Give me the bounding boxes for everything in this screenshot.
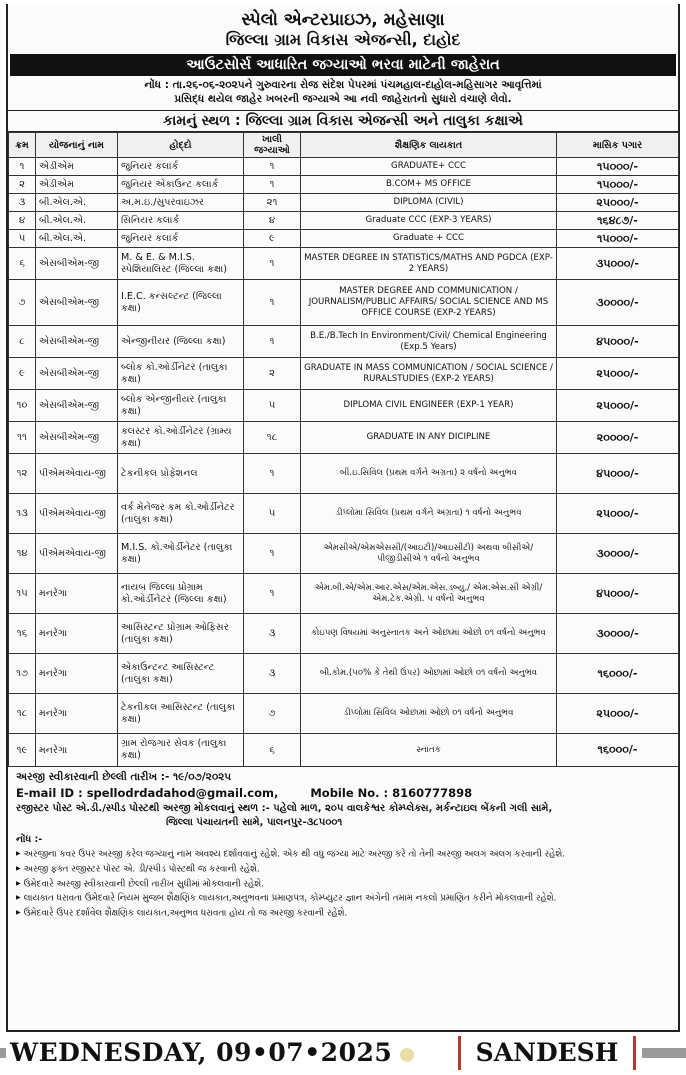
post-title: અ.મ.ઇ./સુપરવાઇઝર xyxy=(118,194,244,212)
monthly-salary: ૨૦૦૦૦/- xyxy=(557,422,679,454)
vacancy-count: ૩ xyxy=(244,614,301,654)
post-title: સિનિયર કલાર્ક xyxy=(118,212,244,230)
correction-note-line2: પ્રસિદ્ધ થયેલ જાહેર ખબરની જગ્યાએ આ નવી જાહેરાતનો સુધારો વંચાણે લેવો. xyxy=(174,93,512,105)
address-line1: રજીસ્ટર પોસ્ટ એ.ડી./સ્પીડ પોસ્ટથી અરજી મોકલવાનું સ્થળ :- પહેલો માળ, ૨૦૫ વાલકેશ્વર કોમ્પ્લેક્સ, મર્કન્ટાઇલ બેંકની ગલી સામે, xyxy=(16,803,553,814)
vacancy-count: ૧ xyxy=(244,176,301,194)
row-number: ૧૭ xyxy=(9,654,36,694)
scheme-name: પીએમએવાય-જી xyxy=(36,454,118,494)
scheme-name: મનરેગા xyxy=(36,574,118,614)
monthly-salary: ૪૫૦૦૦/- xyxy=(557,454,679,494)
scheme-name: એસબીએમ-જી xyxy=(36,358,118,390)
qualification: એમ.બી.એ/એમ.આર.એસ/એમ.એસ.ડબ્યુ./ એમ.એસ.સી એગ્રી/ એમ.ટેક.એગ્રી. ૫ વર્ષનો અનુભવ xyxy=(301,574,557,614)
monthly-salary: ૨૫૦૦૦/- xyxy=(557,694,679,734)
monthly-salary: ૩૦૦૦૦/- xyxy=(557,280,679,326)
post-title: જુનિયર કલાર્ક xyxy=(118,230,244,248)
post-title: કલસ્ટર કો.ઓર્ડીનેટર (ગ્રામ્ય કક્ષા) xyxy=(118,422,244,454)
post-title: નાયબ જિલ્લા પ્રોગ્રામ કો.ઓર્ડીનેટર (જિલ્લા કક્ષા) xyxy=(118,574,244,614)
scheme-name: મનરેગા xyxy=(36,734,118,767)
table-header-row xyxy=(9,133,679,158)
scheme-name: એડીએમ xyxy=(36,176,118,194)
row-number: ૧ xyxy=(9,158,36,176)
table-row xyxy=(9,734,679,767)
vacancy-count: ૧ xyxy=(244,534,301,574)
monthly-salary: ૧૬૦૦૦/- xyxy=(557,734,679,767)
ad-title-banner: આઉટસોર્સ આધારિત જગ્યાઓ ભરવા માટેની જાહેરાત xyxy=(10,54,676,76)
vacancy-count: ૧ xyxy=(244,280,301,326)
monthly-salary: ૪૫૦૦૦/- xyxy=(557,574,679,614)
newspaper-strip xyxy=(0,1034,686,1075)
qualification: MASTER DEGREE IN STATISTICS/MATHS AND PGDCA (EXP-2 YEARS) xyxy=(301,248,557,280)
postal-address xyxy=(16,802,670,830)
monthly-salary: ૨૫૦૦૦/- xyxy=(557,494,679,534)
row-number: ૧૦ xyxy=(9,390,36,422)
post-title: M. & E. & M.I.S. સ્પેશિયાલિસ્ટ (જિલ્લા કક્ષા) xyxy=(118,248,244,280)
scheme-name: એસબીએમ-જી xyxy=(36,280,118,326)
row-number: ૧૧ xyxy=(9,422,36,454)
qualification: DIPLOMA CIVIL ENGINEER (EXP-1 YEAR) xyxy=(301,390,557,422)
footer xyxy=(8,767,678,921)
vacancy-count: ૧૮ xyxy=(244,422,301,454)
row-number: ૭ xyxy=(9,280,36,326)
qualification: કોઇપણ વિષયમાં અનુસ્નાતક અને ઓછામાં ઓછો ૦૧ વર્ષનો અનુભવ xyxy=(301,614,557,654)
scheme-name: પીએમએવાય-જી xyxy=(36,494,118,534)
contact-info xyxy=(16,785,670,802)
scheme-name: બી.એલ.એ. xyxy=(36,212,118,230)
qualification: બી.ઇ.સિવિલ (પ્રથમ વર્ગને અગ્રતા) ૨ વર્ષનો અનુભવ xyxy=(301,454,557,494)
table-row xyxy=(9,654,679,694)
table-row xyxy=(9,422,679,454)
vacancy-count: ૧ xyxy=(244,574,301,614)
workplace-heading: કામનું સ્થળ : જિલ્લા ગ્રામ વિકાસ એજન્સી અને તાલુકા કક્ષાએ xyxy=(8,110,678,132)
agency-name: સ્પેલો એન્ટરપ્રાઇઝ, મહેસાણા xyxy=(241,10,445,30)
notes-list xyxy=(16,847,670,921)
district-agency: જિલ્લા ગ્રામ વિકાસ એજન્સી, દાહોદ xyxy=(225,30,461,49)
email-address: E-mail ID : spellodrdadahod@gmail.com, xyxy=(16,786,279,800)
scheme-name: બી.એલ.એ. xyxy=(36,230,118,248)
vacancy-count: ૯ xyxy=(244,230,301,248)
qualification: સ્નાતક xyxy=(301,734,557,767)
qualification: ડીપ્લોમા સિવિલ ઓછામાં ઓછો ૦૧ વર્ષનો અનુભવ xyxy=(301,694,557,734)
row-number: ૨ xyxy=(9,176,36,194)
row-number: ૬ xyxy=(9,248,36,280)
scheme-name: મનરેગા xyxy=(36,614,118,654)
col-header-post: હોદ્દો xyxy=(118,133,244,158)
scheme-name: એસબીએમ-જી xyxy=(36,248,118,280)
post-title: એન્જીનીયર (જિલ્લા કક્ષા) xyxy=(118,326,244,358)
row-number: ૧૪ xyxy=(9,534,36,574)
qualification: GRADUATE+ CCC xyxy=(301,158,557,176)
monthly-salary: ૨૫૦૦૦/- xyxy=(557,390,679,422)
post-title: આસિસ્ટન્ટ પ્રોગ્રામ ઓફિસર (તાલુકા કક્ષા) xyxy=(118,614,244,654)
monthly-salary: ૧૬૦૦૦/- xyxy=(557,654,679,694)
vacancy-count: ૬ xyxy=(244,734,301,767)
correction-note xyxy=(8,76,678,108)
table-row xyxy=(9,614,679,654)
post-title: ટેકનીકલ આસિસ્ટન્ટ (તાલુકા કક્ષા) xyxy=(118,694,244,734)
table-body xyxy=(9,158,679,767)
post-title: બ્લોક એન્જીનીયર (તાલુકા કક્ષા) xyxy=(118,390,244,422)
qualification: એમસીએ/એમએસસી/(આઇટી)/આઇસીટી) અથવા બીસીએ/પીજીડીસીએ ૧ વર્ષનો અનુભવ xyxy=(301,534,557,574)
col-header-vacancies: ખાલી જગ્યાઓ xyxy=(244,133,301,158)
table-row xyxy=(9,212,679,230)
row-number: ૧૮ xyxy=(9,694,36,734)
post-title: બ્લોક કો.ઓર્ડીનેટર (તાલુકા કક્ષા) xyxy=(118,358,244,390)
newspaper-name: SANDESH xyxy=(458,1036,636,1070)
col-header-qualification: શૈક્ષણિક લાયકાત xyxy=(301,133,557,158)
qualification: બી.કોમ.(૫૦% કે તેથી ઉપર) ઓછામાં ઓછો ૦૧ વર્ષનો અનુભવ xyxy=(301,654,557,694)
address-line2: જિલ્લા પંચાયતની સામે, પાલનપુર-૩૮૫૦૦૧ xyxy=(166,817,343,828)
note-item: ▶ લાયકાત ધરાવતા ઉમેદવારે નિયમ મુજબ શૈક્ષણિક લાયકાત,અનુભવના પ્રમાણપત્ર, કોમ્પ્યુટર જ્ઞાન અંગેની તમામ નકલો પ્રમાણિત કરીને મોકલવાની રહેશે. xyxy=(16,891,670,906)
post-title: M.I.S. કો.ઓર્ડીનેટર (તાલુકા કક્ષા) xyxy=(118,534,244,574)
qualification: B.E./B.Tech In Environment/Civil/ Chemical Engineering (Exp.5 Years) xyxy=(301,326,557,358)
qualification: DIPLOMA (CIVIL) xyxy=(301,194,557,212)
col-header-salary: માસિક પગાર xyxy=(557,133,679,158)
monthly-salary: ૩૦૦૦૦/- xyxy=(557,614,679,654)
row-number: ૩ xyxy=(9,194,36,212)
post-title: જુનિયર કલાર્ક xyxy=(118,158,244,176)
table-row xyxy=(9,194,679,212)
table-row xyxy=(9,326,679,358)
table-row xyxy=(9,230,679,248)
qualification: Graduate + CCC xyxy=(301,230,557,248)
vacancy-table xyxy=(8,132,679,767)
advertisement xyxy=(6,4,680,1032)
row-number: ૮ xyxy=(9,326,36,358)
dot-icon xyxy=(400,1048,414,1062)
note-item: ▶ ઉમેદવારે ઉપર દર્શાવેલ શૈક્ષણિક લાયકાત,અનુભવ ધરાવતા હોય તો જ અરજી કરવાની રહેશે. xyxy=(16,906,670,921)
qualification: ડીપ્લોમા સિવિલ (પ્રથમ વર્ગને અગ્રતા) ૧ વર્ષનો અનુભવ xyxy=(301,494,557,534)
vacancy-count: ૨ xyxy=(244,358,301,390)
row-number: ૧૨ xyxy=(9,454,36,494)
vacancy-count: ૧ xyxy=(244,248,301,280)
strip-divider xyxy=(642,1048,686,1058)
monthly-salary: ૨૫૦૦૦/- xyxy=(557,358,679,390)
table-row xyxy=(9,158,679,176)
post-title: જુનિયર એકાઉન્ટ કલાર્ક xyxy=(118,176,244,194)
note-item: ▶ ઉમેદવારે અરજી સ્વીકારવાની છેલ્લી તારીખ સુધીમાં મોકલવાની રહેશે. xyxy=(16,877,670,892)
post-title: ટેકનીકલ પ્રોફેશનલ xyxy=(118,454,244,494)
table-row xyxy=(9,494,679,534)
table-row xyxy=(9,248,679,280)
post-title: I.E.C. કન્સલ્ટન્ટ (જિલ્લા કક્ષા) xyxy=(118,280,244,326)
table-row xyxy=(9,176,679,194)
monthly-salary: ૨૫૦૦૦/- xyxy=(557,194,679,212)
scheme-name: એસબીએમ-જી xyxy=(36,422,118,454)
scheme-name: એસબીએમ-જી xyxy=(36,326,118,358)
monthly-salary: ૧૬૪૮૭/- xyxy=(557,212,679,230)
row-number: ૧૩ xyxy=(9,494,36,534)
qualification: B.COM+ MS OFFICE xyxy=(301,176,557,194)
table-row xyxy=(9,390,679,422)
qualification: GRADUATE IN ANY DICIPLINE xyxy=(301,422,557,454)
correction-note-line1: નોંધ : તા.૨૬-૦૬-૨૦૨૫ને ગુરુવારના રોજ સંદેશ પેપરમાં પંચમહાલ-દાહોલ-મહિસાગર આવૃત્તિમાં xyxy=(144,79,542,91)
col-header-no: ક્રમ xyxy=(9,133,36,158)
table-row xyxy=(9,534,679,574)
vacancy-count: ૩ xyxy=(244,654,301,694)
monthly-salary: ૩૦૦૦૦/- xyxy=(557,534,679,574)
scheme-name: પીએમએવાય-જી xyxy=(36,534,118,574)
row-number: ૧૯ xyxy=(9,734,36,767)
vacancy-count: ૫ xyxy=(244,390,301,422)
row-number: ૪ xyxy=(9,212,36,230)
row-number: ૧૬ xyxy=(9,614,36,654)
monthly-salary: ૩૫૦૦૦/- xyxy=(557,248,679,280)
vacancy-count: ૨૧ xyxy=(244,194,301,212)
post-title: વર્ક મેનેજર કમ કો.ઓર્ડીનેટર (તાલુકા કક્ષા) xyxy=(118,494,244,534)
post-title: એકાઉન્ટન્ટ આસિસ્ટન્ટ (તાલુકા કક્ષા) xyxy=(118,654,244,694)
table-row xyxy=(9,574,679,614)
scheme-name: બી.એલ.એ. xyxy=(36,194,118,212)
table-row xyxy=(9,358,679,390)
vacancy-count: ૧ xyxy=(244,454,301,494)
scheme-name: એડીએમ xyxy=(36,158,118,176)
monthly-salary: ૧૫૦૦૦/- xyxy=(557,230,679,248)
row-number: ૫ xyxy=(9,230,36,248)
scheme-name: મનરેગા xyxy=(36,694,118,734)
table-row xyxy=(9,454,679,494)
col-header-scheme: યોજનાનું નામ xyxy=(36,133,118,158)
vacancy-count: ૧ xyxy=(244,326,301,358)
mobile-number: Mobile No. : 8160777898 xyxy=(310,786,473,800)
monthly-salary: ૧૫૦૦૦/- xyxy=(557,158,679,176)
scheme-name: મનરેગા xyxy=(36,654,118,694)
vacancy-count: ૭ xyxy=(244,694,301,734)
qualification: GRADUATE IN MASS COMMUNICATION / SOCIAL SCIENCE / RURALSTUDIES (EXP-2 YEARS) xyxy=(301,358,557,390)
note-item: ▶ અરજીના કવર ઉપર અરજી કરેલ જગ્યાનું નામ અવશ્ય દર્શાવવાનું રહેશે. એક થી વધુ જગ્યા માટે અરજી કરે તો તેની અરજી અલગ અલગ કરવાની રહેશે. xyxy=(16,847,670,862)
table-row xyxy=(9,280,679,326)
notes-title: નોંધ :- xyxy=(16,834,43,845)
scheme-name: એસબીએમ-જી xyxy=(36,390,118,422)
note-item: ▶ અરજી ફક્ત રજીસ્ટર પોસ્ટ એ. ડી/સ્પીડ પોસ્ટથી જ કરવાની રહેશે. xyxy=(16,862,670,877)
vacancy-count: ૧ xyxy=(244,158,301,176)
row-number: ૯ xyxy=(9,358,36,390)
qualification: MASTER DEGREE AND COMMUNICATION / JOURNALISM/PUBLIC AFFAIRS/ SOCIAL SCIENCE AND MS OFFICE COURSE (EXP-2 YEARS) xyxy=(301,280,557,326)
application-deadline: અરજી સ્વીકારવાની છેલ્લી તારીખ :- ૧૯/૦૭/૨૦૨૫ xyxy=(16,771,232,783)
row-number: ૧૫ xyxy=(9,574,36,614)
table-row xyxy=(9,694,679,734)
vacancy-count: ૪ xyxy=(244,212,301,230)
publication-date xyxy=(10,1038,414,1067)
strip-divider xyxy=(0,1048,6,1058)
publication-date-text: WEDNESDAY, 09•07•2025 xyxy=(10,1038,393,1067)
monthly-salary: ૧૫૦૦૦/- xyxy=(557,176,679,194)
post-title: ગ્રામ રોજગાર સેવક (તાલુકા કક્ષા) xyxy=(118,734,244,767)
qualification: Graduate CCC (EXP-3 YEARS) xyxy=(301,212,557,230)
monthly-salary: ૪૫૦૦૦/- xyxy=(557,326,679,358)
vacancy-count: ૫ xyxy=(244,494,301,534)
